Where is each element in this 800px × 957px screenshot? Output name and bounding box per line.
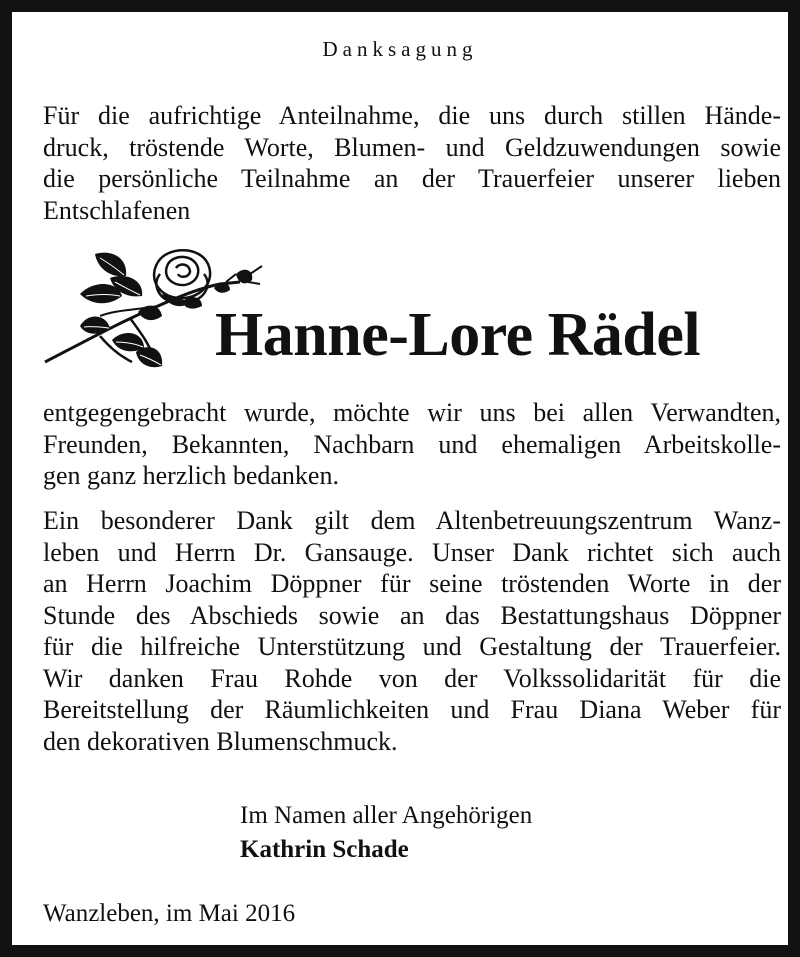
intro-paragraph bbox=[43, 100, 781, 226]
paragraph-line: Wir danken Frau Rohde von der Volkssolidarität für die bbox=[43, 663, 781, 693]
paragraph-line: den dekorativen Blumenschmuck. bbox=[43, 726, 398, 756]
signature-block bbox=[240, 799, 532, 867]
paragraph-line: Ein besonderer Dank gilt dem Altenbetreuungszentrum Wanz- bbox=[43, 506, 781, 535]
paragraph-line: für die hilfreiche Unterstützung und Gestaltung der Trauerfeier. bbox=[43, 632, 781, 661]
intro-line: Für die aufrichtige Anteilnahme, die uns durch stillen Hände- bbox=[43, 101, 781, 130]
notice-heading: Danksagung bbox=[322, 37, 478, 61]
on-behalf-line: Im Namen aller Angehörigen bbox=[240, 802, 533, 829]
paragraph-line: gen ganz herzlich bedanken. bbox=[43, 461, 339, 490]
paragraph-line: Stunde des Abschieds sowie an das Bestattungshaus Döppner bbox=[43, 600, 781, 630]
paragraph-line: an Herrn Joachim Döppner für seine tröstenden Worte in der bbox=[43, 569, 781, 598]
intro-line: druck, tröstende Worte, Blumen- und Geldzuwendungen sowie bbox=[43, 132, 781, 162]
deceased-name: Hanne-Lore Rädel bbox=[215, 301, 701, 369]
signer-name: Kathrin Schade bbox=[240, 836, 409, 863]
special-thanks-paragraph bbox=[43, 505, 781, 757]
paragraph-line: Freunden, Bekannten, Nachbarn und ehemaligen Arbeitskolle- bbox=[43, 429, 781, 459]
place-date: Wanzleben, im Mai 2016 bbox=[43, 900, 296, 927]
paragraph-line: leben und Herrn Dr. Gansauge. Unser Dank richtet sich auch bbox=[43, 537, 781, 567]
acknowledgement-paragraph bbox=[43, 397, 781, 492]
paragraph-line: Bereitstellung der Räumlichkeiten und Frau Diana Weber für bbox=[43, 695, 781, 724]
intro-line: Entschlafenen bbox=[43, 195, 191, 225]
intro-line: die persönliche Teilnahme an der Trauerfeier unserer lieben bbox=[43, 164, 781, 193]
paragraph-line: entgegengebracht wurde, möchte wir uns bei allen Verwandten, bbox=[43, 398, 781, 427]
